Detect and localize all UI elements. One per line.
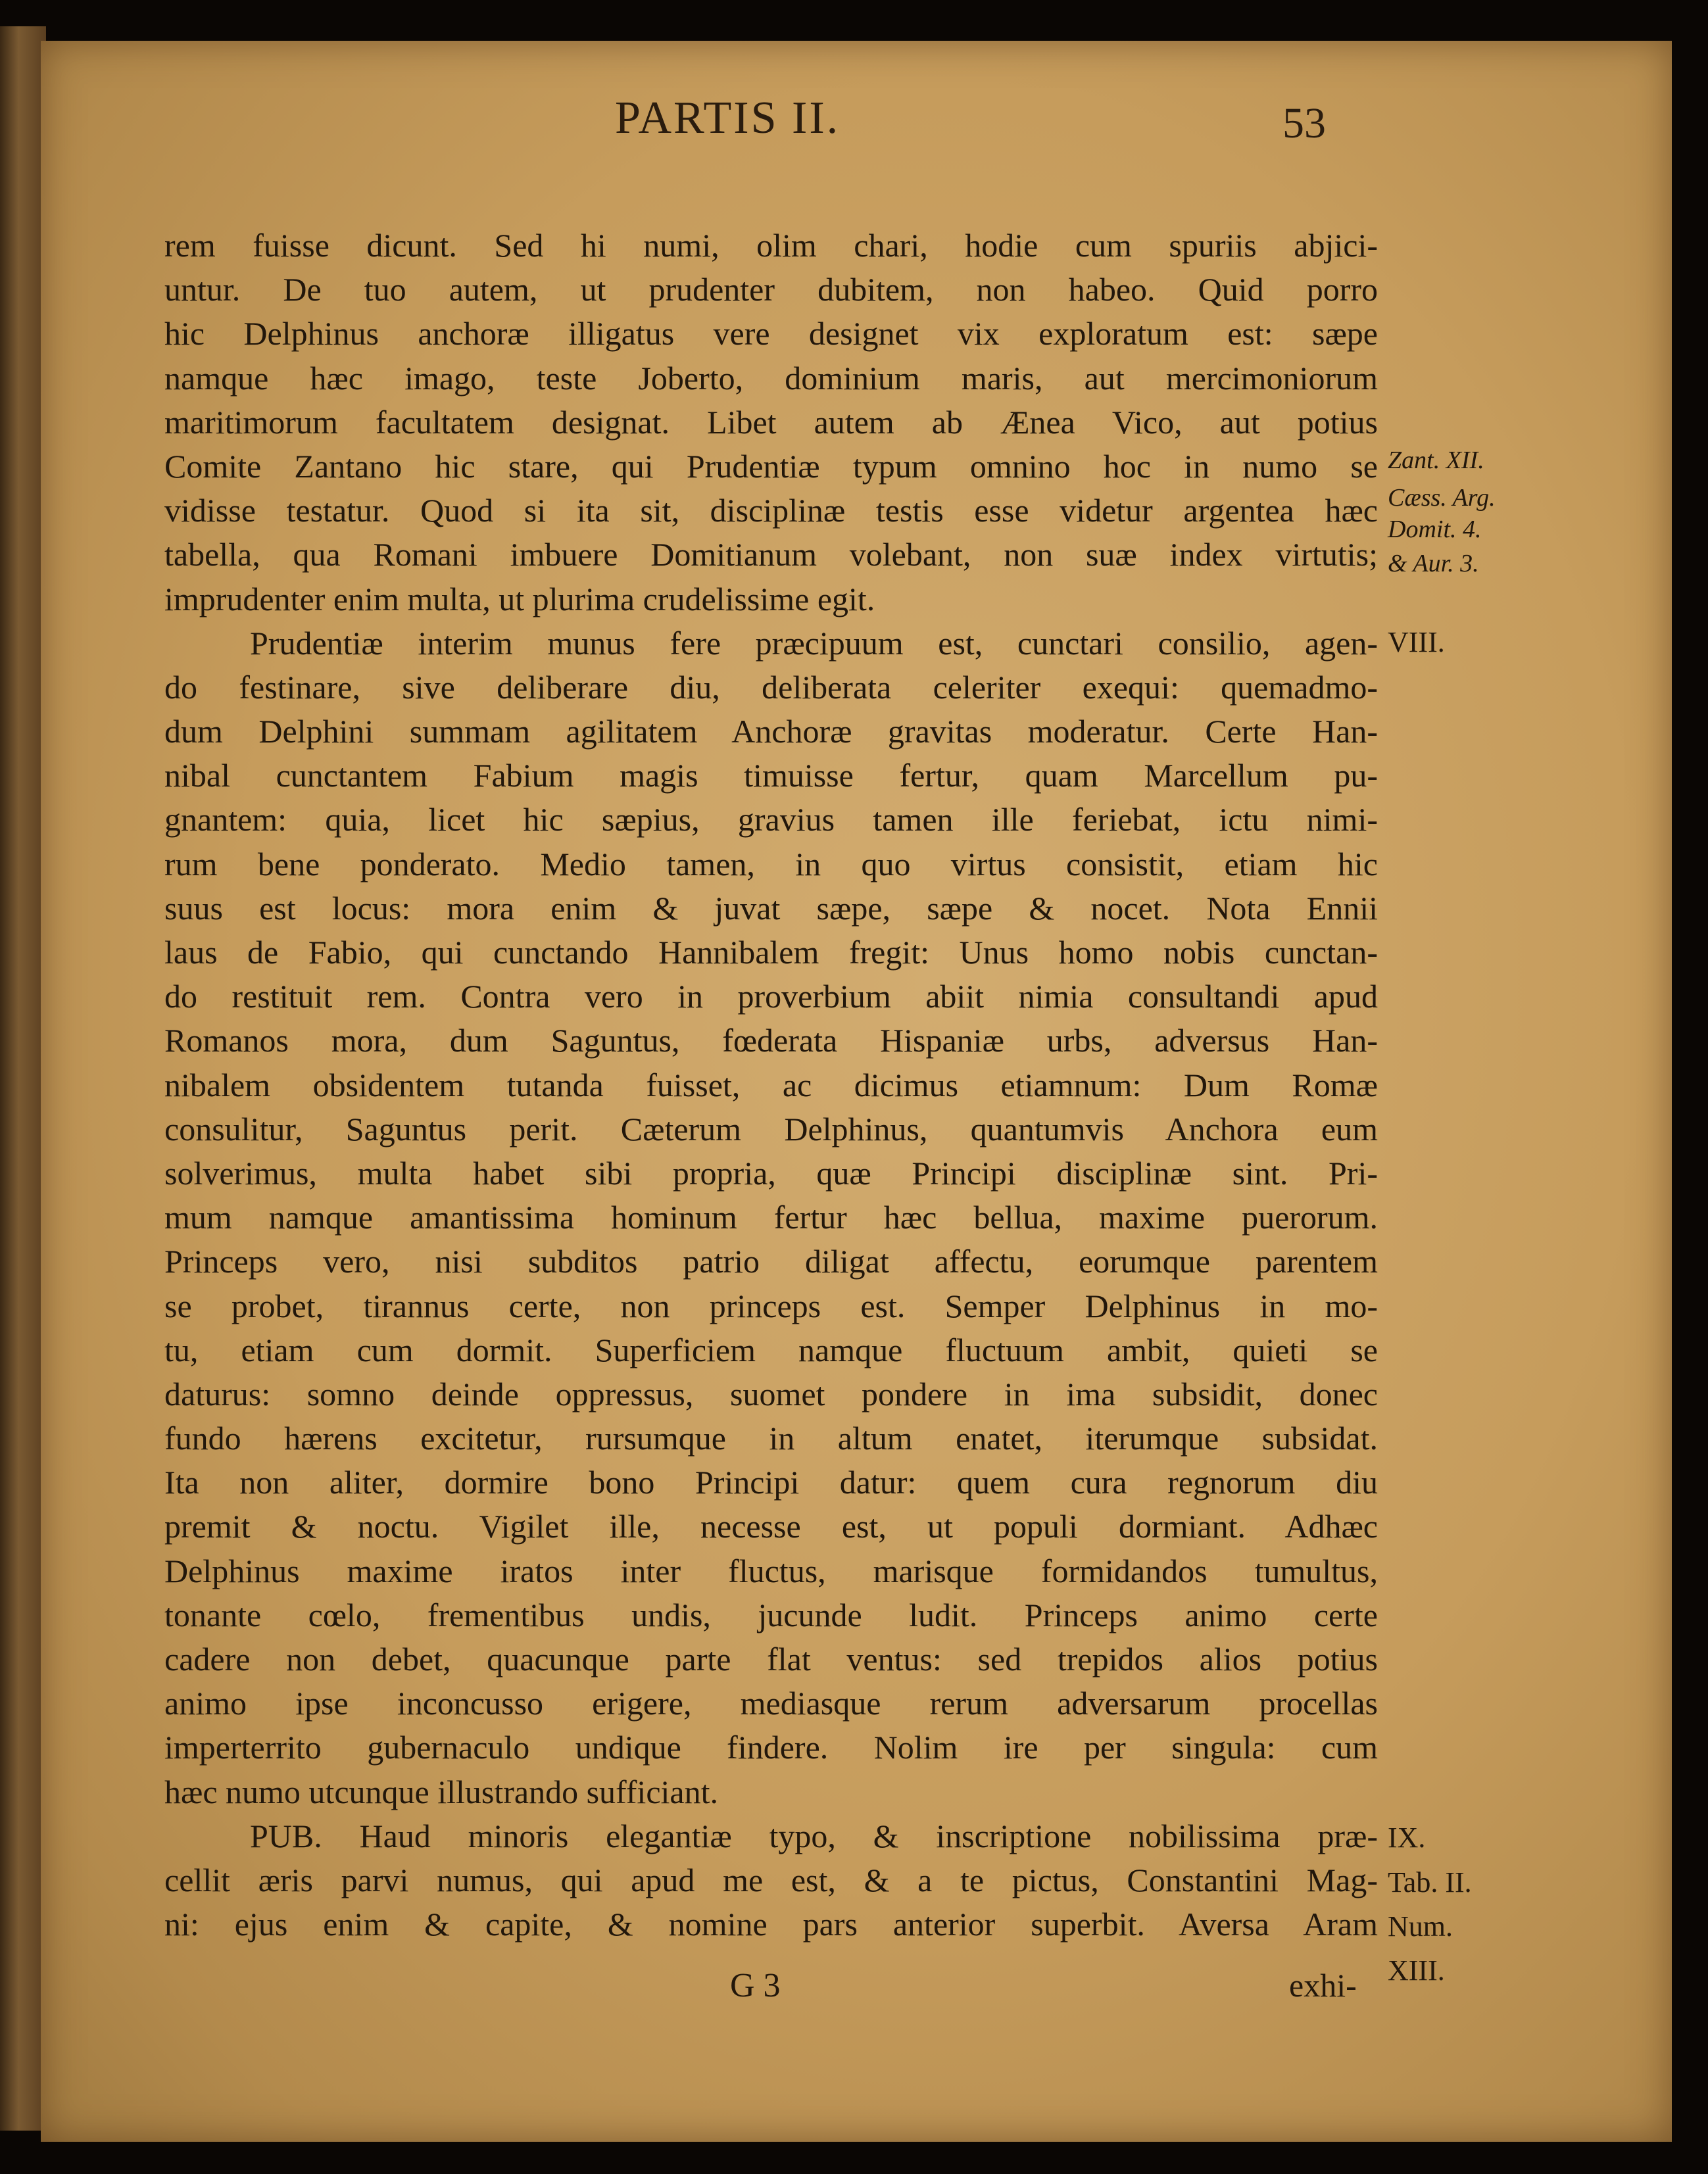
text-line: hæc numo utcunque illustrando sufficiant. xyxy=(164,1773,718,1810)
text-line: tu, etiam cum dormit. Superficiem namque fluctuum ambit, quieti se xyxy=(164,1331,1378,1368)
text-line: se probet, tirannus certe, non princeps est. Semper Delphinus in mo- xyxy=(164,1287,1378,1324)
paragraph-start-line: Prudentiæ interim munus fere præcipuum est, cunctari consilio, agen- xyxy=(250,624,1378,662)
text-line: Comite Zantano hic stare, qui Prudentiæ typum omnino hoc in numo se xyxy=(164,447,1378,485)
text-line: rum bene ponderato. Medio tamen, in quo virtus consistit, etiam hic xyxy=(164,845,1378,882)
text-line: do festinare, sive deliberare diu, deliberata celeriter exequi: quemadmo- xyxy=(164,668,1378,706)
text-line: cadere non debet, quacunque parte flat ventus: sed trepidos alios potius xyxy=(164,1641,1378,1678)
text-line: imperterrito gubernaculo undique findere. Nolim ire per singula: cum xyxy=(164,1729,1378,1766)
text-line: vidisse testatur. Quod si ita sit, disciplinæ testis esse videtur argentea hæc xyxy=(164,492,1378,529)
margin-note: & Aur. 3. xyxy=(1388,550,1479,577)
text-line: do restituit rem. Contra vero in proverbium abiit nimia consultandi apud xyxy=(164,978,1378,1015)
text-line: Ita non aliter, dormire bono Principi datur: quem cura regnorum diu xyxy=(164,1464,1378,1501)
margin-note: Tab. II. xyxy=(1388,1866,1472,1898)
margin-note: XIII. xyxy=(1388,1954,1445,1987)
signature-mark: G 3 xyxy=(730,1967,781,2004)
text-line: tonante cœlo, frementibus undis, jucunde ludit. Princeps animo certe xyxy=(164,1596,1378,1633)
margin-note: VIII. xyxy=(1388,626,1445,658)
text-line: imprudenter enim multa, ut plurima crudelissime egit. xyxy=(164,580,875,617)
text-line: nibal cunctantem Fabium magis timuisse fertur, quam Marcellum pu- xyxy=(164,757,1378,794)
text-line: laus de Fabio, qui cunctando Hannibalem fregit: Unus homo nobis cunctan- xyxy=(164,934,1378,971)
text-line: dum Delphini summam agilitatem Anchoræ gravitas moderatur. Certe Han- xyxy=(164,713,1378,750)
text-line: maritimorum facultatem designat. Libet autem ab Ænea Vico, aut potius xyxy=(164,403,1378,441)
text-line: hic Delphinus anchoræ illigatus vere designet vix exploratum est: sæpe xyxy=(164,315,1378,352)
margin-note: Zant. XII. xyxy=(1388,447,1484,474)
text-line: premit & noctu. Vigilet ille, necesse est, ut populi dormiant. Adhæc xyxy=(164,1508,1378,1545)
text-line: cellit æris parvi numus, qui apud me est, & a te pictus, Constantini Mag- xyxy=(164,1861,1378,1898)
text-line: namque hæc imago, teste Joberto, dominium maris, aut mercimoniorum xyxy=(164,359,1378,397)
text-line: untur. De tuo autem, ut prudenter dubitem, non habeo. Quid porro xyxy=(164,271,1378,308)
paragraph-start-line: PUB. Haud minoris elegantiæ typo, & inscriptione nobilissima præ- xyxy=(250,1817,1378,1854)
margin-note: Cæss. Arg. xyxy=(1388,484,1496,512)
running-header: PARTIS II. xyxy=(615,93,841,143)
text-line: daturus: somno deinde oppressus, suomet pondere in ima subsidit, donec xyxy=(164,1375,1378,1413)
text-line: Romanos mora, dum Saguntus, fœderata Hispaniæ urbs, adversus Han- xyxy=(164,1022,1378,1059)
text-line: fundo hærens excitetur, rursumque in altum enatet, iterumque subsidat. xyxy=(164,1420,1378,1457)
text-line: rem fuisse dicunt. Sed hi numi, olim chari, hodie cum spuriis abjici- xyxy=(164,227,1378,264)
text-line: Princeps vero, nisi subditos patrio diligat affectu, eorumque parentem xyxy=(164,1243,1378,1280)
text-line: solverimus, multa habet sibi propria, quæ Principi disciplinæ sint. Pri- xyxy=(164,1154,1378,1192)
catchword: exhi- xyxy=(1289,1967,1357,2004)
text-line: mum namque amantissima hominum fertur hæc bellua, maxime puerorum. xyxy=(164,1199,1378,1236)
text-line: suus est locus: mora enim & juvat sæpe, sæpe & nocet. Nota Ennii xyxy=(164,889,1378,927)
margin-note: IX. xyxy=(1388,1822,1426,1854)
body-text xyxy=(164,224,1378,1946)
book-spine xyxy=(0,26,46,2131)
text-line: ni: ejus enim & capite, & nomine pars anterior superbit. Aversa Aram xyxy=(164,1906,1378,1943)
page-number: 53 xyxy=(1282,99,1326,147)
text-line: Delphinus maxime iratos inter fluctus, marisque formidandos tumultus, xyxy=(164,1552,1378,1589)
text-line: consulitur, Saguntus perit. Cæterum Delphinus, quantumvis Anchora eum xyxy=(164,1110,1378,1147)
text-line: nibalem obsidentem tutanda fuisset, ac dicimus etiamnum: Dum Romæ xyxy=(164,1066,1378,1103)
text-line: gnantem: quia, licet hic sæpius, gravius tamen ille feriebat, ictu nimi- xyxy=(164,801,1378,838)
text-line: animo ipse inconcusso erigere, mediasque rerum adversarum procellas xyxy=(164,1685,1378,1722)
text-line: tabella, qua Romani imbuere Domitianum volebant, non suæ index virtutis; xyxy=(164,536,1378,573)
margin-note: Domit. 4. xyxy=(1388,516,1482,543)
margin-note: Num. xyxy=(1388,1910,1453,1943)
